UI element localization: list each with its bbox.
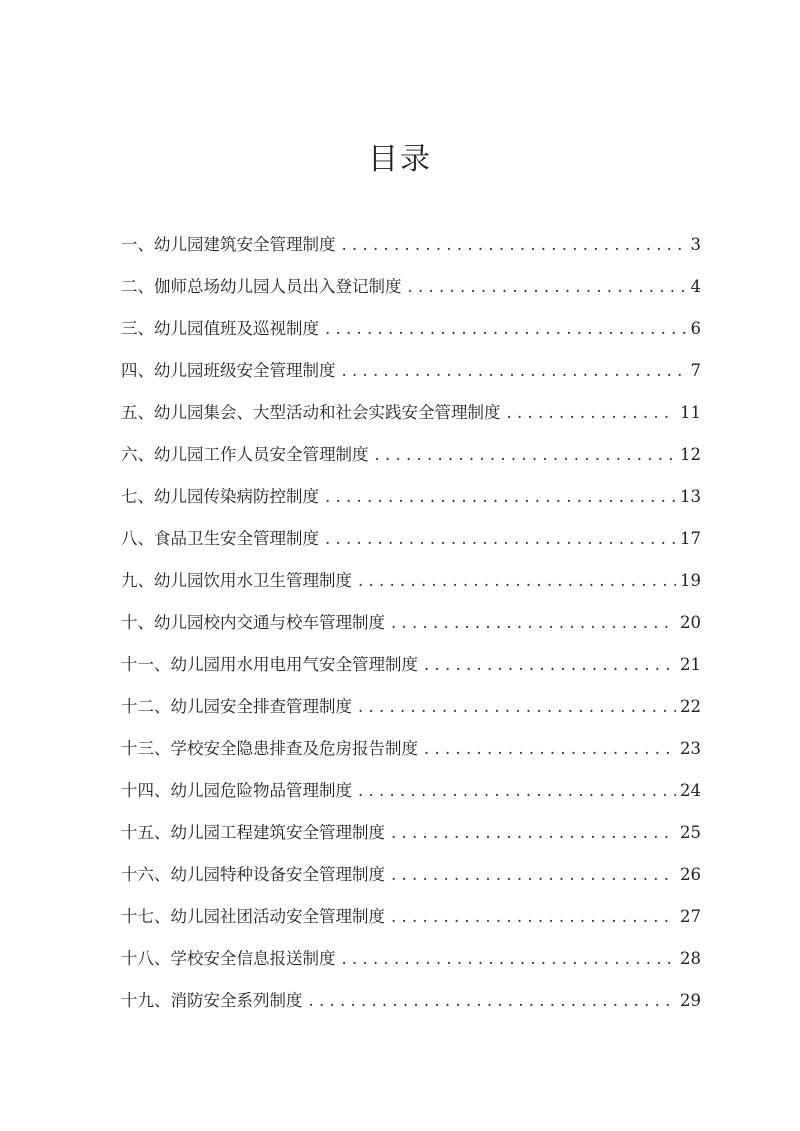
toc-dot-leader bbox=[391, 812, 676, 854]
toc-entry[interactable] bbox=[121, 476, 701, 518]
toc-page-number: 4 bbox=[690, 277, 701, 296]
toc-dot-leader bbox=[375, 434, 677, 476]
toc-page-number: 26 bbox=[680, 865, 701, 884]
toc-entry[interactable] bbox=[121, 308, 701, 350]
toc-entry-text: 十、幼儿园校内交通与校车管理制度 bbox=[121, 613, 385, 632]
toc-entry[interactable] bbox=[121, 896, 701, 938]
toc-entry-text: 十三、学校安全隐患排查及危房报告制度 bbox=[121, 739, 418, 758]
toc-entry-text: 十一、幼儿园用水用电用气安全管理制度 bbox=[121, 655, 418, 674]
toc-dot-leader bbox=[358, 686, 676, 728]
toc-dot-leader bbox=[342, 350, 687, 392]
toc-page-number: 21 bbox=[680, 655, 701, 674]
toc-entry-text: 九、幼儿园饮用水卫生管理制度 bbox=[121, 571, 352, 590]
toc-entry[interactable] bbox=[121, 602, 701, 644]
toc-entry-text: 五、幼儿园集会、大型活动和社会实践安全管理制度 bbox=[121, 403, 501, 422]
toc-dot-leader bbox=[342, 938, 677, 980]
toc-entry[interactable] bbox=[121, 518, 701, 560]
toc-entry-text: 十九、消防安全系列制度 bbox=[121, 991, 303, 1010]
toc-page-number: 11 bbox=[680, 403, 701, 422]
toc-page-number: 12 bbox=[680, 445, 701, 464]
toc-dot-leader bbox=[325, 476, 676, 518]
toc-entry-text: 八、食品卫生安全管理制度 bbox=[121, 529, 319, 548]
toc-entry-text: 十四、幼儿园危险物品管理制度 bbox=[121, 781, 352, 800]
toc-page-number: 23 bbox=[680, 739, 701, 758]
toc-dot-leader bbox=[342, 224, 687, 266]
toc-entry-text: 四、幼儿园班级安全管理制度 bbox=[121, 361, 336, 380]
toc-title: 目录 bbox=[368, 142, 432, 177]
toc-dot-leader bbox=[424, 644, 676, 686]
toc-entry[interactable] bbox=[121, 644, 701, 686]
toc-dot-leader bbox=[358, 560, 676, 602]
toc-page-number: 28 bbox=[680, 949, 701, 968]
toc-entry-text: 十六、幼儿园特种设备安全管理制度 bbox=[121, 865, 385, 884]
toc-entry-text: 十五、幼儿园工程建筑安全管理制度 bbox=[121, 823, 385, 842]
toc-entry[interactable] bbox=[121, 686, 701, 728]
toc-dot-leader bbox=[325, 308, 687, 350]
toc-dot-leader bbox=[424, 728, 676, 770]
toc-dot-leader bbox=[309, 980, 677, 1022]
toc-page-number: 13 bbox=[680, 487, 701, 506]
toc-dot-leader bbox=[325, 518, 676, 560]
toc-entry-text: 一、幼儿园建筑安全管理制度 bbox=[121, 235, 336, 254]
toc-entry-text: 七、幼儿园传染病防控制度 bbox=[121, 487, 319, 506]
toc-page-number: 20 bbox=[680, 613, 701, 632]
toc-entry-text: 十七、幼儿园社团活动安全管理制度 bbox=[121, 907, 385, 926]
toc-page-number: 27 bbox=[680, 907, 701, 926]
toc-entry[interactable] bbox=[121, 938, 701, 980]
toc-dot-leader bbox=[391, 854, 676, 896]
toc-entry[interactable] bbox=[121, 980, 701, 1022]
toc-entry-text: 二、伽师总场幼儿园人员出入登记制度 bbox=[121, 277, 402, 296]
toc-entry[interactable] bbox=[121, 812, 701, 854]
toc-entry[interactable] bbox=[121, 728, 701, 770]
toc-dot-leader bbox=[391, 602, 676, 644]
toc-dot-leader bbox=[391, 896, 676, 938]
toc-entry[interactable] bbox=[121, 770, 701, 812]
toc-entry[interactable] bbox=[121, 854, 701, 896]
toc-page-number: 29 bbox=[680, 991, 701, 1010]
toc-list bbox=[121, 224, 701, 1022]
toc-dot-leader bbox=[507, 392, 677, 434]
toc-entry[interactable] bbox=[121, 434, 701, 476]
toc-entry[interactable] bbox=[121, 560, 701, 602]
toc-entry-text: 六、幼儿园工作人员安全管理制度 bbox=[121, 445, 369, 464]
toc-entry[interactable] bbox=[121, 350, 701, 392]
toc-page-number: 19 bbox=[680, 571, 701, 590]
toc-page-number: 3 bbox=[690, 235, 701, 254]
toc-page-number: 6 bbox=[690, 319, 701, 338]
toc-page-number: 24 bbox=[680, 781, 701, 800]
toc-entry[interactable] bbox=[121, 392, 701, 434]
toc-dot-leader bbox=[358, 770, 676, 812]
toc-entry[interactable] bbox=[121, 266, 701, 308]
toc-page-number: 25 bbox=[680, 823, 701, 842]
toc-entry-text: 三、幼儿园值班及巡视制度 bbox=[121, 319, 319, 338]
toc-page-number: 7 bbox=[690, 361, 701, 380]
toc-page-number: 22 bbox=[680, 697, 701, 716]
toc-page-number: 17 bbox=[680, 529, 701, 548]
toc-entry-text: 十八、学校安全信息报送制度 bbox=[121, 949, 336, 968]
toc-entry-text: 十二、幼儿园安全排查管理制度 bbox=[121, 697, 352, 716]
toc-dot-leader bbox=[408, 266, 687, 308]
toc-entry[interactable] bbox=[121, 224, 701, 266]
